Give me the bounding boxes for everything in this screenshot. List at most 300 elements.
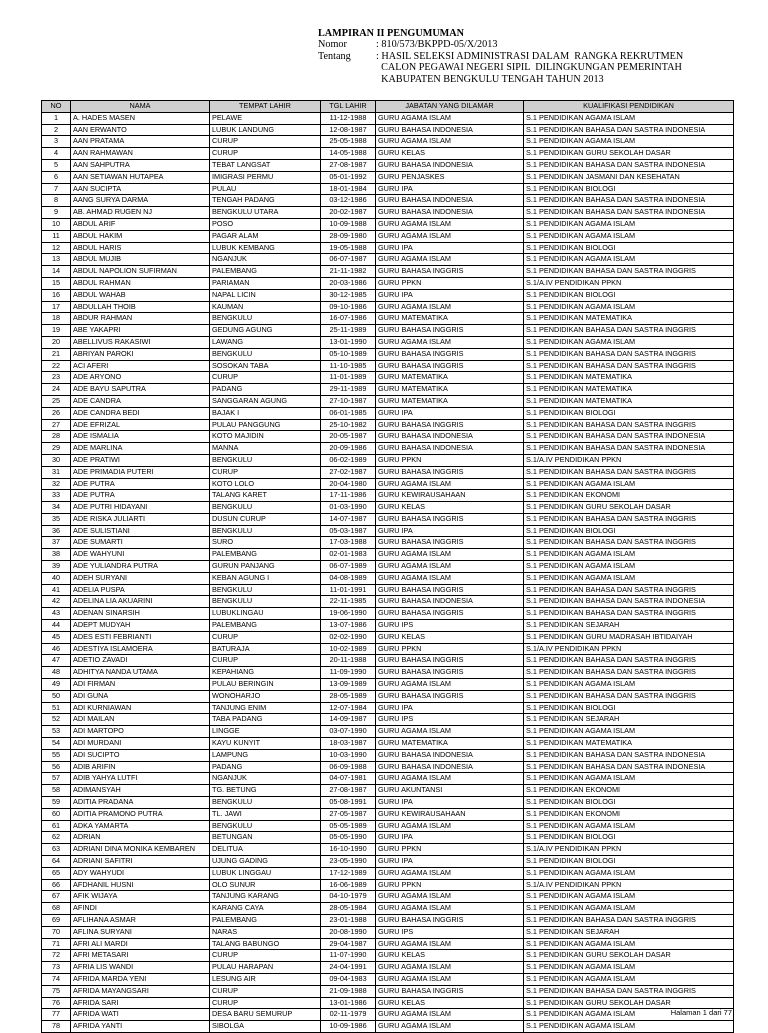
row-nama: ADI MURDANI: [71, 738, 210, 750]
row-jabatan: GURU IPA: [376, 183, 524, 195]
table-row: [42, 879, 734, 891]
row-no: 49: [42, 679, 71, 691]
row-tempat-lahir: PULAU BERINGIN: [210, 679, 321, 691]
row-no: 77: [42, 1009, 71, 1021]
row-jabatan: GURU BAHASA INDONESIA: [376, 124, 524, 136]
row-no: 73: [42, 962, 71, 974]
row-kualifikasi: S.1 PENDIDIKAN AGAMA ISLAM: [524, 867, 734, 879]
row-no: 68: [42, 903, 71, 915]
row-tempat-lahir: LAMPUNG: [210, 749, 321, 761]
row-nama: ABDUL ARIF: [71, 218, 210, 230]
row-kualifikasi: S.1 PENDIDIKAN BAHASA DAN SASTRA INDONESIA: [524, 749, 734, 761]
row-tempat-lahir: GURUN PANJANG: [210, 561, 321, 573]
row-jabatan: GURU BAHASA INGGRIS: [376, 914, 524, 926]
table-row: [42, 325, 734, 337]
row-tgl-lahir: 20-02-1987: [321, 207, 376, 219]
row-kualifikasi: S.1/A.IV PENDIDIKAN PPKN: [524, 643, 734, 655]
table-row: [42, 679, 734, 691]
row-nama: ADELIA PUSPA: [71, 584, 210, 596]
row-tgl-lahir: 02-02-1990: [321, 631, 376, 643]
row-kualifikasi: S.1 PENDIDIKAN AGAMA ISLAM: [524, 136, 734, 148]
table-row: [42, 207, 734, 219]
row-jabatan: GURU IPA: [376, 242, 524, 254]
row-tgl-lahir: 20-03-1986: [321, 277, 376, 289]
row-kualifikasi: S.1 PENDIDIKAN AGAMA ISLAM: [524, 679, 734, 691]
table-row: [42, 561, 734, 573]
row-kualifikasi: S.1 PENDIDIKAN BIOLOGI: [524, 702, 734, 714]
row-no: 35: [42, 513, 71, 525]
row-tgl-lahir: 21-11-1982: [321, 266, 376, 278]
row-kualifikasi: S.1 PENDIDIKAN AGAMA ISLAM: [524, 112, 734, 124]
row-jabatan: GURU AGAMA ISLAM: [376, 820, 524, 832]
row-jabatan: GURU PENJASKES: [376, 171, 524, 183]
row-jabatan: GURU MATEMATIKA: [376, 372, 524, 384]
row-no: 17: [42, 301, 71, 313]
row-kualifikasi: S.1 PENDIDIKAN AGAMA ISLAM: [524, 973, 734, 985]
table-row: [42, 973, 734, 985]
row-no: 15: [42, 277, 71, 289]
table-row: [42, 183, 734, 195]
row-no: 47: [42, 655, 71, 667]
table-row: [42, 419, 734, 431]
table-row: [42, 112, 734, 124]
row-no: 21: [42, 348, 71, 360]
row-tgl-lahir: 27-05-1987: [321, 808, 376, 820]
row-kualifikasi: S.1 PENDIDIKAN AGAMA ISLAM: [524, 1021, 734, 1033]
row-tempat-lahir: NARAS: [210, 926, 321, 938]
row-tgl-lahir: 20-04-1980: [321, 478, 376, 490]
table-row: [42, 1021, 734, 1033]
row-jabatan: GURU BAHASA INGGRIS: [376, 690, 524, 702]
row-nama: ADE PUTRA: [71, 490, 210, 502]
row-tempat-lahir: TL. JAWI: [210, 808, 321, 820]
row-tempat-lahir: KAUMAN: [210, 301, 321, 313]
row-tempat-lahir: BENGKULU: [210, 584, 321, 596]
row-tempat-lahir: PULAU PANGGUNG: [210, 419, 321, 431]
row-jabatan: GURU BAHASA INGGRIS: [376, 985, 524, 997]
row-nama: AAN ERWANTO: [71, 124, 210, 136]
row-jabatan: GURU BAHASA INDONESIA: [376, 596, 524, 608]
row-no: 32: [42, 478, 71, 490]
table-row: [42, 277, 734, 289]
row-tempat-lahir: KOTO MAJIDIN: [210, 431, 321, 443]
row-tgl-lahir: 29-11-1989: [321, 384, 376, 396]
row-jabatan: GURU BAHASA INDONESIA: [376, 749, 524, 761]
row-tempat-lahir: PAGAR ALAM: [210, 230, 321, 242]
row-nama: AFRI ALI MARDI: [71, 938, 210, 950]
row-tempat-lahir: TALANG KARET: [210, 490, 321, 502]
table-row: [42, 714, 734, 726]
row-kualifikasi: S.1 PENDIDIKAN AGAMA ISLAM: [524, 773, 734, 785]
row-tempat-lahir: BENGKULU: [210, 313, 321, 325]
row-nama: ADE ARYONO: [71, 372, 210, 384]
row-jabatan: GURU AGAMA ISLAM: [376, 679, 524, 691]
row-nama: ADIB YAHYA LUTFI: [71, 773, 210, 785]
row-tempat-lahir: PADANG: [210, 761, 321, 773]
row-jabatan: GURU AGAMA ISLAM: [376, 938, 524, 950]
table-row: [42, 820, 734, 832]
row-jabatan: GURU IPS: [376, 926, 524, 938]
row-nama: AAN PRATAMA: [71, 136, 210, 148]
row-no: 22: [42, 360, 71, 372]
row-nama: ADIMANSYAH: [71, 785, 210, 797]
table-row: [42, 785, 734, 797]
row-nama: AFRIDA MAYANGSARI: [71, 985, 210, 997]
row-tgl-lahir: 21-09-1988: [321, 985, 376, 997]
row-tgl-lahir: 05-03-1987: [321, 525, 376, 537]
row-kualifikasi: S.1 PENDIDIKAN AGAMA ISLAM: [524, 726, 734, 738]
row-jabatan: GURU AGAMA ISLAM: [376, 903, 524, 915]
row-no: 9: [42, 207, 71, 219]
row-no: 42: [42, 596, 71, 608]
row-tgl-lahir: 24-04-1991: [321, 962, 376, 974]
row-no: 56: [42, 761, 71, 773]
row-tempat-lahir: TANJUNG ENIM: [210, 702, 321, 714]
row-jabatan: GURU AGAMA ISLAM: [376, 218, 524, 230]
row-no: 55: [42, 749, 71, 761]
table-row: [42, 502, 734, 514]
row-tgl-lahir: 10-09-1988: [321, 218, 376, 230]
table-row: [42, 608, 734, 620]
table-row: [42, 950, 734, 962]
row-kualifikasi: S.1 PENDIDIKAN AGAMA ISLAM: [524, 230, 734, 242]
row-no: 4: [42, 148, 71, 160]
table-row: [42, 926, 734, 938]
row-nama: ADEH SURYANI: [71, 572, 210, 584]
row-tgl-lahir: 05-08-1991: [321, 797, 376, 809]
row-tempat-lahir: CURUP: [210, 997, 321, 1009]
row-jabatan: GURU IPA: [376, 856, 524, 868]
row-jabatan: GURU AKUNTANSI: [376, 785, 524, 797]
row-tempat-lahir: BATURAJA: [210, 643, 321, 655]
row-nama: ADIB ARIFIN: [71, 761, 210, 773]
tentang-line-2: CALON PEGAWAI NEGERI SIPIL DILINGKUNGAN PEMERINTAH: [376, 62, 682, 74]
row-jabatan: GURU AGAMA ISLAM: [376, 254, 524, 266]
row-jabatan: GURU AGAMA ISLAM: [376, 572, 524, 584]
row-jabatan: GURU IPS: [376, 714, 524, 726]
row-tempat-lahir: BENGKULU: [210, 502, 321, 514]
row-no: 69: [42, 914, 71, 926]
row-no: 29: [42, 443, 71, 455]
row-tempat-lahir: CURUP: [210, 950, 321, 962]
row-jabatan: GURU AGAMA ISLAM: [376, 1009, 524, 1021]
row-no: 6: [42, 171, 71, 183]
row-kualifikasi: S.1 PENDIDIKAN EKONOMI: [524, 490, 734, 502]
table-row: [42, 195, 734, 207]
row-no: 45: [42, 631, 71, 643]
row-no: 8: [42, 195, 71, 207]
row-nama: ADE CANDRA: [71, 395, 210, 407]
table-row: [42, 289, 734, 301]
row-tempat-lahir: BENGKULU: [210, 348, 321, 360]
row-jabatan: GURU KELAS: [376, 997, 524, 1009]
table-row: [42, 372, 734, 384]
nomor-label: Nomor: [318, 39, 347, 51]
row-nama: AFRIDA SARI: [71, 997, 210, 1009]
table-row: [42, 584, 734, 596]
row-no: 67: [42, 891, 71, 903]
row-nama: ADRIAN: [71, 832, 210, 844]
row-tempat-lahir: PALEMBANG: [210, 914, 321, 926]
row-kualifikasi: S.1 PENDIDIKAN AGAMA ISLAM: [524, 218, 734, 230]
row-no: 58: [42, 785, 71, 797]
row-tempat-lahir: TEBAT LANGSAT: [210, 159, 321, 171]
table-row: [42, 738, 734, 750]
row-tempat-lahir: DUSUN CURUP: [210, 513, 321, 525]
candidate-table: [41, 100, 734, 1033]
row-jabatan: GURU BAHASA INGGRIS: [376, 667, 524, 679]
row-no: 13: [42, 254, 71, 266]
row-nama: ADELINA LIA AKUARINI: [71, 596, 210, 608]
row-nama: A. HADES MASEN: [71, 112, 210, 124]
row-no: 14: [42, 266, 71, 278]
row-tempat-lahir: BENGKULU: [210, 525, 321, 537]
row-tgl-lahir: 22-11-1985: [321, 596, 376, 608]
table-row: [42, 513, 734, 525]
tentang-row-3: [318, 74, 683, 85]
row-nama: AFLIHANA ASMAR: [71, 914, 210, 926]
row-nama: AAN RAHMAWAN: [71, 148, 210, 160]
row-tgl-lahir: 16-10-1990: [321, 844, 376, 856]
row-no: 57: [42, 773, 71, 785]
row-nama: ADE PUTRA: [71, 478, 210, 490]
row-jabatan: GURU AGAMA ISLAM: [376, 973, 524, 985]
table-row: [42, 431, 734, 443]
row-kualifikasi: S.1 PENDIDIKAN AGAMA ISLAM: [524, 561, 734, 573]
row-no: 63: [42, 844, 71, 856]
row-jabatan: GURU AGAMA ISLAM: [376, 136, 524, 148]
row-tempat-lahir: LUBUKLINGAU: [210, 608, 321, 620]
row-tempat-lahir: DELITUA: [210, 844, 321, 856]
row-nama: ADI SUCIPTO: [71, 749, 210, 761]
row-nama: ADE SUMARTI: [71, 537, 210, 549]
table-row: [42, 761, 734, 773]
table-row: [42, 407, 734, 419]
table-row: [42, 301, 734, 313]
row-tempat-lahir: LUBUK LINGGAU: [210, 867, 321, 879]
table-row: [42, 985, 734, 997]
row-nama: ADENAN SINARSIH: [71, 608, 210, 620]
row-nama: ABDUL HAKIM: [71, 230, 210, 242]
row-no: 78: [42, 1021, 71, 1033]
row-no: 26: [42, 407, 71, 419]
row-no: 72: [42, 950, 71, 962]
table-row: [42, 549, 734, 561]
row-kualifikasi: S.1 PENDIDIKAN BAHASA DAN SASTRA INDONESIA: [524, 431, 734, 443]
row-tgl-lahir: 05-01-1992: [321, 171, 376, 183]
row-nama: ADI MARTOPO: [71, 726, 210, 738]
row-tempat-lahir: KEPAHIANG: [210, 667, 321, 679]
table-row: [42, 124, 734, 136]
row-kualifikasi: S.1 PENDIDIKAN GURU SEKOLAH DASAR: [524, 502, 734, 514]
table-row: [42, 914, 734, 926]
row-tempat-lahir: PULAU: [210, 183, 321, 195]
row-nama: ADI KURNIAWAN: [71, 702, 210, 714]
row-tempat-lahir: LUBUK LANDUNG: [210, 124, 321, 136]
row-no: 1: [42, 112, 71, 124]
row-tgl-lahir: 20-05-1987: [321, 431, 376, 443]
row-tempat-lahir: PULAU HARAPAN: [210, 962, 321, 974]
row-kualifikasi: S.1 PENDIDIKAN AGAMA ISLAM: [524, 903, 734, 915]
row-tgl-lahir: 20-08-1990: [321, 926, 376, 938]
row-jabatan: GURU PPKN: [376, 454, 524, 466]
row-kualifikasi: S.1 PENDIDIKAN GURU MADRASAH IBTIDAIYAH: [524, 631, 734, 643]
row-jabatan: GURU BAHASA INDONESIA: [376, 207, 524, 219]
row-kualifikasi: S.1 PENDIDIKAN MATEMATIKA: [524, 384, 734, 396]
row-tempat-lahir: PELAWE: [210, 112, 321, 124]
row-no: 10: [42, 218, 71, 230]
row-jabatan: GURU IPA: [376, 797, 524, 809]
row-kualifikasi: S.1 PENDIDIKAN AGAMA ISLAM: [524, 938, 734, 950]
row-tempat-lahir: UJUNG GADING: [210, 856, 321, 868]
row-jabatan: GURU BAHASA INGGRIS: [376, 266, 524, 278]
row-tgl-lahir: 11-01-1991: [321, 584, 376, 596]
row-jabatan: GURU AGAMA ISLAM: [376, 549, 524, 561]
row-kualifikasi: S.1 PENDIDIKAN BAHASA DAN SASTRA INGGRIS: [524, 584, 734, 596]
row-tempat-lahir: CURUP: [210, 631, 321, 643]
row-jabatan: GURU IPA: [376, 702, 524, 714]
row-tempat-lahir: TG. BETUNG: [210, 785, 321, 797]
row-nama: ABE YAKAPRI: [71, 325, 210, 337]
row-jabatan: GURU AGAMA ISLAM: [376, 867, 524, 879]
row-nama: AAN SUCIPTA: [71, 183, 210, 195]
table-row: [42, 159, 734, 171]
row-kualifikasi: S.1 PENDIDIKAN BAHASA DAN SASTRA INDONESIA: [524, 596, 734, 608]
row-tgl-lahir: 28-09-1980: [321, 230, 376, 242]
row-tempat-lahir: KEBAN AGUNG I: [210, 572, 321, 584]
table-row: [42, 749, 734, 761]
row-tgl-lahir: 29-04-1987: [321, 938, 376, 950]
table-row: [42, 844, 734, 856]
row-tempat-lahir: LAWANG: [210, 336, 321, 348]
row-no: 12: [42, 242, 71, 254]
row-no: 54: [42, 738, 71, 750]
row-jabatan: GURU IPA: [376, 289, 524, 301]
row-tgl-lahir: 27-08-1987: [321, 159, 376, 171]
row-kualifikasi: S.1 PENDIDIKAN BAHASA DAN SASTRA INDONESIA: [524, 761, 734, 773]
row-no: 66: [42, 879, 71, 891]
table-row: [42, 903, 734, 915]
row-nama: AAN SAHPUTRA: [71, 159, 210, 171]
table-header-row: [42, 101, 734, 113]
row-tempat-lahir: IMIGRASI PERMU: [210, 171, 321, 183]
row-jabatan: GURU PPKN: [376, 277, 524, 289]
row-tgl-lahir: 09-10-1986: [321, 301, 376, 313]
row-jabatan: GURU IPA: [376, 525, 524, 537]
row-tempat-lahir: GEDUNG AGUNG: [210, 325, 321, 337]
row-nama: AFRIDA MARDA YENI: [71, 973, 210, 985]
row-nama: AANG SURYA DARMA: [71, 195, 210, 207]
table-row: [42, 667, 734, 679]
row-tgl-lahir: 04-08-1989: [321, 572, 376, 584]
table-row: [42, 773, 734, 785]
row-tempat-lahir: SANGGARAN AGUNG: [210, 395, 321, 407]
row-kualifikasi: S.1 PENDIDIKAN GURU SEKOLAH DASAR: [524, 950, 734, 962]
row-no: 48: [42, 667, 71, 679]
row-tgl-lahir: 06-01-1985: [321, 407, 376, 419]
table-row: [42, 631, 734, 643]
row-nama: ADE SULISTIANI: [71, 525, 210, 537]
row-kualifikasi: S.1 PENDIDIKAN MATEMATIKA: [524, 372, 734, 384]
row-no: 23: [42, 372, 71, 384]
row-kualifikasi: S.1 PENDIDIKAN AGAMA ISLAM: [524, 820, 734, 832]
table-row: [42, 797, 734, 809]
table-row: [42, 395, 734, 407]
row-tempat-lahir: DESA BARU SEMURUP: [210, 1009, 321, 1021]
row-jabatan: GURU AGAMA ISLAM: [376, 726, 524, 738]
row-no: 33: [42, 490, 71, 502]
row-tempat-lahir: CURUP: [210, 148, 321, 160]
row-nama: ABDUL WAHAB: [71, 289, 210, 301]
row-nama: ADE PUTRI HIDAYANI: [71, 502, 210, 514]
row-tgl-lahir: 27-02-1987: [321, 466, 376, 478]
row-nama: ABDUL NAPOLION SUFIRMAN: [71, 266, 210, 278]
row-jabatan: GURU KELAS: [376, 631, 524, 643]
row-tempat-lahir: CURUP: [210, 372, 321, 384]
row-tgl-lahir: 10-02-1989: [321, 643, 376, 655]
row-no: 74: [42, 973, 71, 985]
row-tgl-lahir: 16-06-1989: [321, 879, 376, 891]
row-nama: ADESTIYA ISLAMOERA: [71, 643, 210, 655]
row-tempat-lahir: CURUP: [210, 136, 321, 148]
row-nama: AFINDI: [71, 903, 210, 915]
row-tgl-lahir: 25-10-1982: [321, 419, 376, 431]
row-no: 2: [42, 124, 71, 136]
row-tempat-lahir: TANJUNG KARANG: [210, 891, 321, 903]
tentang-line-1: : HASIL SELEKSI ADMINISTRASI DALAM RANGKA REKRUTMEN: [376, 50, 684, 62]
row-tgl-lahir: 20-09-1986: [321, 443, 376, 455]
row-kualifikasi: S.1 PENDIDIKAN BAHASA DAN SASTRA INDONESIA: [524, 124, 734, 136]
row-kualifikasi: S.1 PENDIDIKAN MATEMATIKA: [524, 395, 734, 407]
row-kualifikasi: S.1 PENDIDIKAN BAHASA DAN SASTRA INDONESIA: [524, 195, 734, 207]
row-tgl-lahir: 04-10-1979: [321, 891, 376, 903]
row-no: 44: [42, 620, 71, 632]
row-nama: ABDUL MUJIB: [71, 254, 210, 266]
row-tempat-lahir: BENGKULU UTARA: [210, 207, 321, 219]
row-kualifikasi: S.1 PENDIDIKAN AGAMA ISLAM: [524, 336, 734, 348]
table-row: [42, 655, 734, 667]
row-tgl-lahir: 11-12-1988: [321, 112, 376, 124]
row-kualifikasi: S.1 PENDIDIKAN AGAMA ISLAM: [524, 962, 734, 974]
row-jabatan: GURU AGAMA ISLAM: [376, 891, 524, 903]
row-jabatan: GURU KELAS: [376, 502, 524, 514]
row-nama: ADE MARLINA: [71, 443, 210, 455]
table-row: [42, 313, 734, 325]
row-jabatan: GURU BAHASA INGGRIS: [376, 513, 524, 525]
table-row: [42, 596, 734, 608]
row-nama: ADE WAHYUNI: [71, 549, 210, 561]
row-tempat-lahir: BAJAK I: [210, 407, 321, 419]
row-kualifikasi: S.1 PENDIDIKAN BIOLOGI: [524, 832, 734, 844]
row-kualifikasi: S.1 PENDIDIKAN BIOLOGI: [524, 856, 734, 868]
row-no: 71: [42, 938, 71, 950]
row-no: 76: [42, 997, 71, 1009]
row-jabatan: GURU IPS: [376, 620, 524, 632]
tentang-label: Tentang: [318, 50, 351, 62]
table-row: [42, 136, 734, 148]
column-header-tempat-lahir: TEMPAT LAHIR: [210, 101, 321, 113]
row-nama: ACI AFERI: [71, 360, 210, 372]
row-tempat-lahir: SURO: [210, 537, 321, 549]
row-jabatan: GURU MATEMATIKA: [376, 384, 524, 396]
row-tempat-lahir: MANNA: [210, 443, 321, 455]
row-tgl-lahir: 06-07-1989: [321, 561, 376, 573]
row-kualifikasi: S.1 PENDIDIKAN MATEMATIKA: [524, 738, 734, 750]
row-tgl-lahir: 03-12-1986: [321, 195, 376, 207]
row-kualifikasi: S.1 PENDIDIKAN BAHASA DAN SASTRA INGGRIS: [524, 513, 734, 525]
row-kualifikasi: S.1 PENDIDIKAN BIOLOGI: [524, 407, 734, 419]
row-tempat-lahir: BENGKULU: [210, 596, 321, 608]
